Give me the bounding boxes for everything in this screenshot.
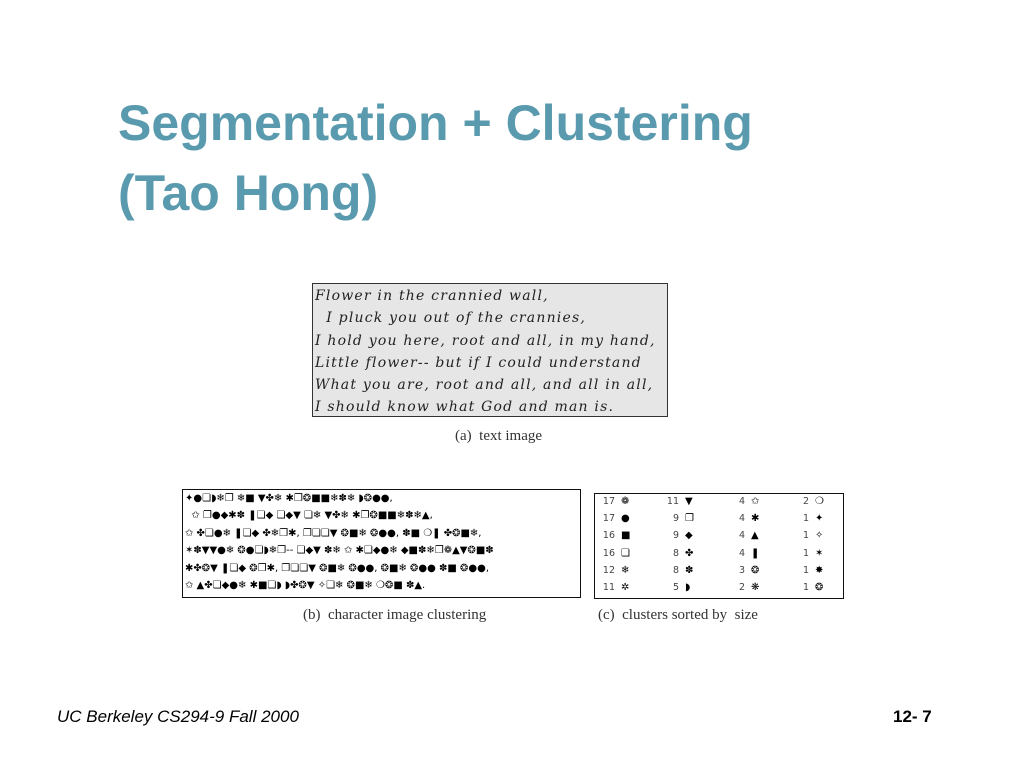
cluster-symbol: ▲ — [751, 530, 759, 542]
cluster-symbol: ❐ — [685, 513, 694, 525]
cluster-symbol: ❏ — [621, 547, 630, 559]
cluster-cell — [665, 548, 693, 559]
cluster-cell — [731, 565, 759, 576]
cluster-symbol: ✤ — [685, 547, 694, 559]
cluster-cell — [795, 496, 824, 507]
cluster-cell — [795, 530, 823, 541]
cluster-cell — [795, 582, 823, 593]
cluster-cell — [665, 582, 690, 593]
cluster-count: 1 — [802, 547, 809, 559]
cluster-cell — [601, 530, 630, 541]
caption-a: (a) text image — [455, 428, 543, 444]
cluster-count: 9 — [672, 513, 679, 525]
cluster-symbol: ■ — [621, 530, 631, 542]
cluster-cell — [795, 548, 823, 559]
cluster-symbol: ● — [621, 513, 630, 525]
cluster-cell — [601, 565, 629, 576]
cluster-count: 1 — [802, 530, 809, 542]
symbol-line: ✶✽▼▼●❄ ❂●❏◗❄❐-- ❏◆▼ ✽❄ ✩ ✱❏◆●❄ ◆■✽❄❐❁▲▼❂■✽ — [185, 545, 494, 557]
cluster-cell — [731, 513, 759, 524]
cluster-symbol: ❂ — [751, 564, 760, 576]
symbol-line: ✩ ▲✤❏◆●❄ ✱■❏◗ ◗✤❂▼ ✧❏❄ ❂■❄ ❍❂■ ✽▲. — [185, 579, 426, 591]
caption-b: (b) character image clustering — [303, 607, 487, 623]
cluster-symbol: ✶ — [815, 547, 824, 559]
cluster-count: 4 — [738, 496, 745, 507]
cluster-size-figure — [594, 493, 844, 599]
symbol-line: ✱✤❂▼ ❚❏◆ ❂❐✱, ❐❏❏▼ ❂■❄ ❂●●, ❂■❄ ❂●● ✽■ ❂●●, — [185, 562, 490, 574]
cluster-count: 8 — [672, 547, 679, 559]
cluster-symbol: ❋ — [751, 581, 760, 593]
slide-title — [118, 88, 753, 228]
cluster-symbol: ▼ — [685, 496, 693, 507]
cluster-row — [595, 494, 843, 511]
cluster-symbol: ✧ — [815, 530, 824, 542]
cluster-cell — [601, 496, 629, 507]
cluster-symbol: ◆ — [685, 530, 693, 542]
poem-line: Flower in the crannied wall, — [315, 288, 549, 304]
cluster-cell — [601, 548, 630, 559]
cluster-count: 1 — [802, 513, 809, 525]
title-line-1: Segmentation + Clustering — [118, 95, 753, 151]
cluster-symbol: ◗ — [685, 581, 691, 593]
cluster-count: 9 — [672, 530, 679, 542]
poem-line: Little flower-- but if I could understand — [315, 354, 642, 371]
character-clustering-figure — [182, 489, 581, 598]
cluster-count: 4 — [738, 530, 745, 542]
cluster-symbol: ❍ — [815, 496, 824, 507]
cluster-count: 2 — [738, 581, 745, 593]
cluster-count: 4 — [738, 513, 745, 525]
cluster-cell — [731, 530, 759, 541]
poem-line: I pluck you out of the crannies, — [315, 310, 586, 327]
cluster-count: 4 — [738, 547, 745, 559]
course-footer: UC Berkeley CS294-9 Fall 2000 — [57, 707, 299, 726]
caption-c: (c) clusters sorted by size — [598, 607, 758, 623]
slide-number: 12- 7 — [893, 707, 932, 726]
cluster-cell — [731, 548, 759, 559]
cluster-cell — [601, 513, 630, 524]
cluster-cell — [601, 582, 629, 593]
cluster-symbol: ✩ — [751, 496, 760, 507]
poem-line: What you are, root and all, and all in all, — [315, 377, 654, 394]
cluster-row — [595, 511, 843, 528]
cluster-row — [595, 528, 843, 545]
cluster-count: 11 — [666, 496, 679, 507]
cluster-count: 17 — [602, 513, 615, 525]
cluster-count: 16 — [602, 547, 615, 559]
cluster-count: 17 — [602, 496, 615, 507]
cluster-cell — [665, 530, 693, 541]
cluster-count: 16 — [602, 530, 615, 542]
cluster-cell — [665, 513, 694, 524]
poem-line: I should know what God and man is. — [315, 399, 615, 416]
title-line-2: (Tao Hong) — [118, 165, 379, 221]
symbol-line: ✩ ✤❏●❄ ❚❏◆ ✤❄❐✱, ❐❏❏▼ ❂■❄ ❂●●, ✽■ ❍❚ ✤❂■❄, — [185, 527, 482, 539]
cluster-cell — [795, 513, 823, 524]
cluster-cell — [795, 565, 823, 576]
text-image-figure — [312, 283, 668, 417]
symbol-line: ✩ ❐●◆✱✽ ❚❏◆ ❏◆▼ ❏❄ ▼✤❄ ✱❐❂■■❄✽❄▲, — [185, 510, 433, 522]
cluster-symbol: ❂ — [815, 581, 824, 593]
cluster-cell — [665, 496, 693, 507]
cluster-cell — [665, 565, 693, 576]
cluster-symbol: ✲ — [621, 581, 630, 593]
cluster-row — [595, 563, 843, 580]
cluster-symbol: ❚ — [751, 547, 760, 559]
cluster-count: 1 — [802, 564, 809, 576]
cluster-symbol: ❁ — [621, 496, 630, 507]
cluster-symbol: ✸ — [815, 564, 824, 576]
symbol-line: ✦●❏◗❄❐ ❄■ ▼✤❄ ✱❐❂■■❄✽❄ ◗❂●●, — [185, 493, 393, 504]
cluster-row — [595, 546, 843, 563]
poem-line: I hold you here, root and all, in my hand, — [315, 332, 656, 349]
cluster-count: 12 — [602, 564, 615, 576]
cluster-cell — [731, 582, 759, 593]
cluster-count: 2 — [802, 496, 809, 507]
cluster-count: 3 — [738, 564, 745, 576]
cluster-row — [595, 580, 843, 597]
cluster-symbol: ✱ — [751, 513, 760, 525]
cluster-count: 11 — [602, 581, 615, 593]
cluster-symbol: ❄ — [621, 564, 630, 576]
cluster-symbol: ✦ — [815, 513, 824, 525]
cluster-cell — [731, 496, 759, 507]
cluster-count: 8 — [672, 564, 679, 576]
cluster-count: 1 — [802, 581, 809, 593]
cluster-count: 5 — [672, 581, 679, 593]
cluster-symbol: ✽ — [685, 564, 694, 576]
